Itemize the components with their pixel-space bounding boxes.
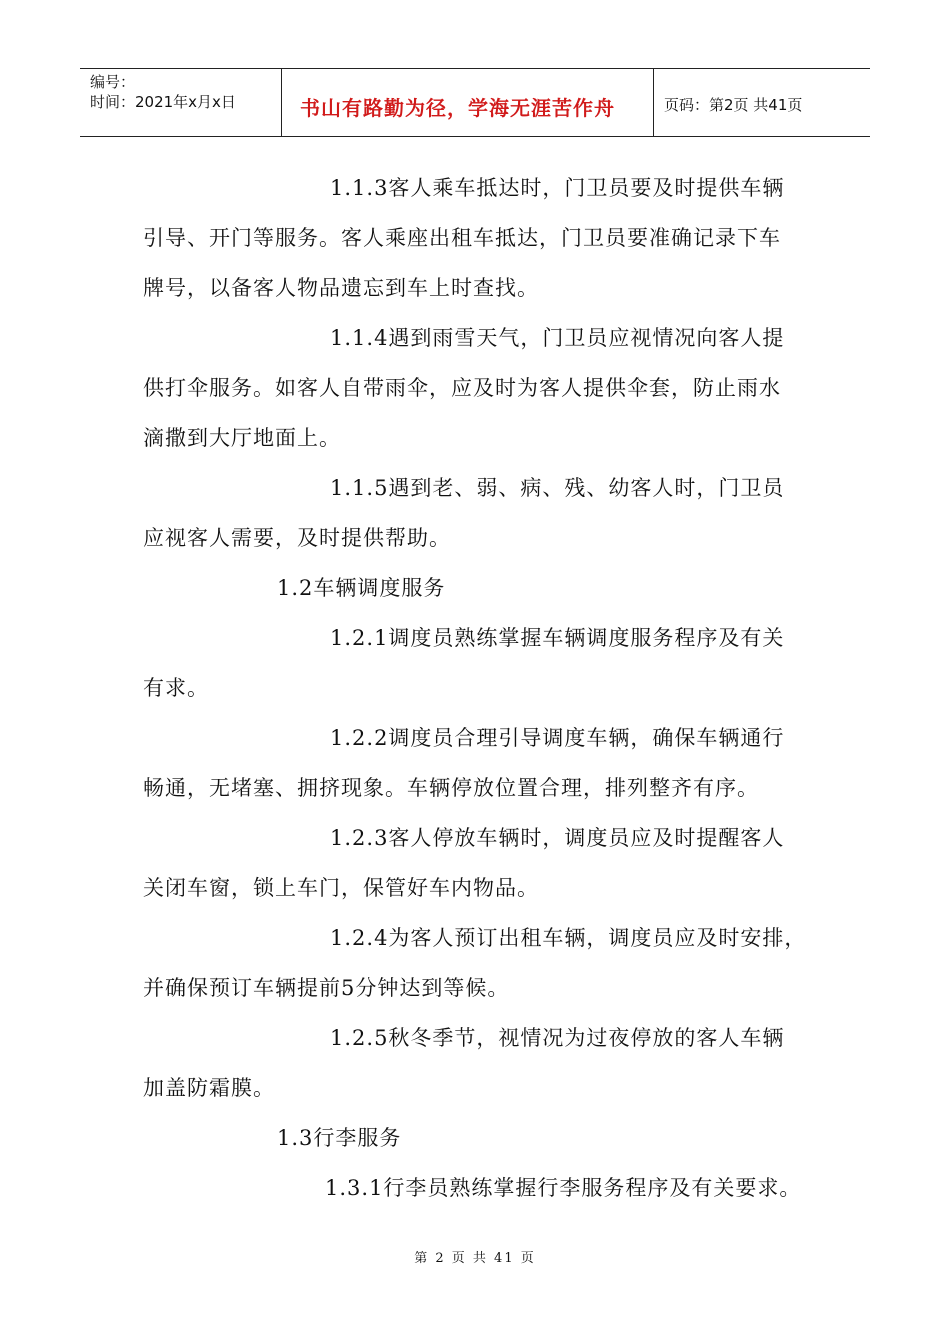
paragraph-line: 1.2.2调度员合理引导调度车辆，确保车辆通行: [330, 726, 785, 750]
header-page-info: 页码：第2页 共41页: [664, 96, 803, 114]
section-heading: 1.3行李服务: [277, 1126, 402, 1150]
paragraph-line: 1.1.3客人乘车抵达时，门卫员要及时提供车辆: [330, 176, 785, 200]
header-motto: 书山有路勤为径，学海无涯苦作舟: [300, 96, 615, 120]
paragraph-line: 应视客人需要，及时提供帮助。: [143, 526, 451, 550]
paragraph-line: 牌号，以备客人物品遗忘到车上时查找。: [143, 276, 539, 300]
document-number-label: 编号：: [90, 73, 136, 91]
header-page-cell: [654, 69, 870, 136]
paragraph-line: 1.2.5秋冬季节，视情况为过夜停放的客人车辆: [330, 1026, 785, 1050]
paragraph-line: 1.2.3客人停放车辆时，调度员应及时提醒客人: [330, 826, 785, 850]
paragraph-line: 1.1.4遇到雨雪天气，门卫员应视情况向客人提: [330, 326, 785, 350]
paragraph-line: 并确保预订车辆提前5分钟达到等候。: [143, 976, 510, 1000]
paragraph-line: 滴撒到大厅地面上。: [143, 426, 341, 450]
paragraph-line: 1.1.5遇到老、弱、病、残、幼客人时，门卫员: [330, 476, 785, 500]
paragraph-line: 供打伞服务。如客人自带雨伞，应及时为客人提供伞套，防止雨水: [143, 376, 781, 400]
paragraph-line: 1.2.4为客人预订出租车辆，调度员应及时安排，: [330, 926, 807, 950]
paragraph-line: 有求。: [143, 676, 209, 700]
paragraph-line: 关闭车窗，锁上车门，保管好车内物品。: [143, 876, 539, 900]
paragraph-line: 畅通，无堵塞、拥挤现象。车辆停放位置合理，排列整齐有序。: [143, 776, 759, 800]
document-header: [80, 68, 870, 137]
paragraph-line: 加盖防霜膜。: [143, 1076, 275, 1100]
header-meta-cell: [80, 69, 282, 136]
document-time-label: 时间：2021年x月x日: [90, 93, 236, 111]
section-heading: 1.2车辆调度服务: [277, 576, 446, 600]
header-motto-cell: [282, 69, 654, 136]
paragraph-line: 引导、开门等服务。客人乘座出租车抵达，门卫员要准确记录下车: [143, 226, 781, 250]
page-footer: 第 2 页 共 41 页: [414, 1251, 536, 1266]
paragraph-line: 1.3.1行李员熟练掌握行李服务程序及有关要求。: [325, 1176, 802, 1200]
paragraph-line: 1.2.1调度员熟练掌握车辆调度服务程序及有关: [330, 626, 785, 650]
